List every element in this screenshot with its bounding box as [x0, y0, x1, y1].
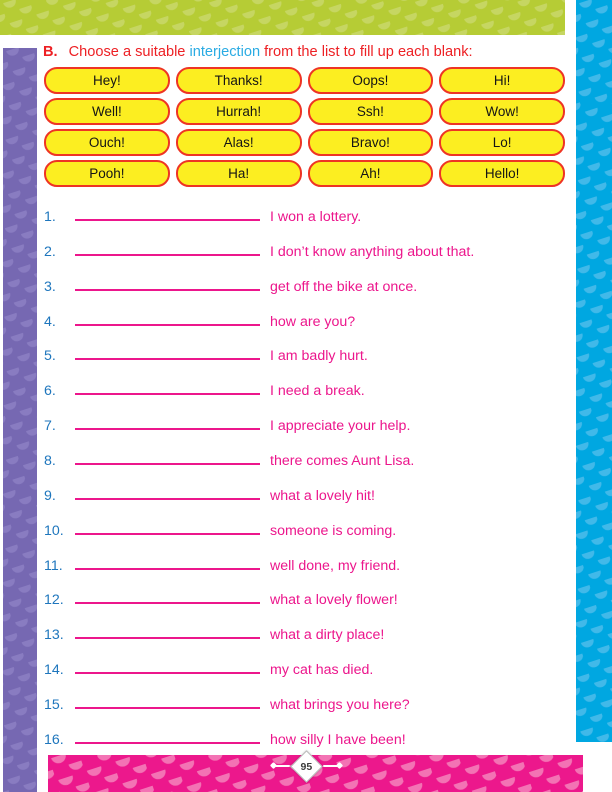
question-text: how silly I have been!	[270, 731, 406, 748]
question-row	[44, 580, 574, 615]
word-bank-item: Ouch!	[44, 129, 170, 156]
page-footer	[262, 751, 350, 781]
question-text: get off the bike at once.	[270, 278, 418, 295]
word-bank-item: Lo!	[439, 129, 565, 156]
question-number: 7.	[44, 418, 56, 435]
question-number: 16.	[44, 731, 64, 748]
page-number: 95	[300, 760, 312, 772]
question-number: 1.	[44, 209, 56, 225]
question-text: well done, my friend.	[270, 557, 401, 574]
word-bank-item: Thanks!	[176, 67, 302, 94]
badge-ornament-right	[323, 765, 338, 767]
question-row	[44, 371, 574, 406]
left-border-band	[3, 48, 37, 792]
question-row	[44, 720, 574, 755]
instruction-highlight: interjection	[189, 44, 261, 60]
word-bank-item: Alas!	[176, 129, 302, 156]
question-row	[44, 267, 574, 302]
answer-blank	[75, 520, 260, 535]
question-text: my cat has died.	[270, 662, 374, 679]
word-bank-item: Ah!	[308, 160, 434, 187]
question-text: I won a lottery.	[270, 209, 362, 225]
answer-blank	[75, 415, 260, 430]
word-bank-item: Hello!	[439, 160, 565, 187]
question-text: what a lovely hit!	[270, 487, 375, 504]
word-bank-item: Hurrah!	[176, 98, 302, 125]
questions-list	[44, 197, 574, 755]
question-number: 15.	[44, 697, 64, 714]
half-disc-pattern	[0, 0, 565, 35]
answer-blank	[75, 206, 260, 221]
question-row	[44, 441, 574, 476]
question-number: 9.	[44, 487, 56, 504]
question-row	[44, 615, 574, 650]
answer-blank	[75, 380, 260, 395]
word-bank-item: Wow!	[439, 98, 565, 125]
answer-blank	[75, 624, 260, 639]
word-bank-item: Ssh!	[308, 98, 434, 125]
question-row	[44, 302, 574, 337]
answer-blank	[75, 276, 260, 291]
question-row	[44, 336, 574, 371]
right-border-band	[576, 0, 612, 742]
question-row	[44, 546, 574, 581]
question-number: 2.	[44, 243, 56, 260]
question-text: there comes Aunt Lisa.	[270, 453, 415, 470]
word-bank-item: Ha!	[176, 160, 302, 187]
word-bank-item: Well!	[44, 98, 170, 125]
question-row	[44, 511, 574, 546]
answer-blank	[75, 450, 260, 465]
question-row	[44, 197, 574, 232]
half-disc-pattern	[576, 0, 612, 742]
question-row	[44, 685, 574, 720]
question-text: how are you?	[270, 313, 356, 330]
question-row	[44, 232, 574, 267]
question-text: someone is coming.	[270, 522, 397, 539]
question-text: I am badly hurt.	[270, 348, 368, 365]
question-number: 5.	[44, 348, 56, 365]
exercise-label: B.	[43, 44, 58, 60]
question-number: 8.	[44, 453, 56, 470]
word-bank-item: Bravo!	[308, 129, 434, 156]
question-number: 6.	[44, 383, 56, 400]
word-bank-item: Hi!	[439, 67, 565, 94]
instruction-post: from the list to fill up each blank:	[260, 44, 473, 60]
question-number: 14.	[44, 662, 64, 679]
word-bank-item: Pooh!	[44, 160, 170, 187]
question-text: I don’t know anything about that.	[270, 243, 475, 260]
word-bank	[44, 67, 565, 187]
answer-blank	[75, 345, 260, 360]
question-number: 10.	[44, 522, 64, 539]
answer-blank	[75, 555, 260, 570]
half-disc-pattern	[3, 48, 37, 792]
answer-blank	[75, 241, 260, 256]
answer-blank	[75, 694, 260, 709]
question-text: what a lovely flower!	[270, 592, 398, 609]
exercise-title	[43, 44, 568, 61]
question-text: what a dirty place!	[270, 627, 385, 644]
question-number: 11.	[44, 557, 63, 574]
instruction-pre: Choose a suitable	[68, 44, 190, 60]
question-row	[44, 476, 574, 511]
word-bank-item: Hey!	[44, 67, 170, 94]
question-row	[44, 650, 574, 685]
question-text: I appreciate your help.	[270, 418, 411, 435]
question-text: what brings you here?	[270, 697, 410, 714]
question-number: 13.	[44, 627, 64, 644]
question-number: 12.	[44, 592, 64, 609]
page-number-badge	[290, 750, 323, 783]
badge-ornament-left	[275, 765, 290, 767]
answer-blank	[75, 311, 260, 326]
answer-blank	[75, 659, 260, 674]
question-number: 3.	[44, 278, 56, 295]
word-bank-item: Oops!	[308, 67, 434, 94]
answer-blank	[75, 729, 260, 744]
question-text: I need a break.	[270, 383, 365, 400]
top-border-band	[0, 0, 565, 35]
question-row	[44, 406, 574, 441]
answer-blank	[75, 485, 260, 500]
answer-blank	[75, 589, 260, 604]
question-number: 4.	[44, 313, 56, 330]
